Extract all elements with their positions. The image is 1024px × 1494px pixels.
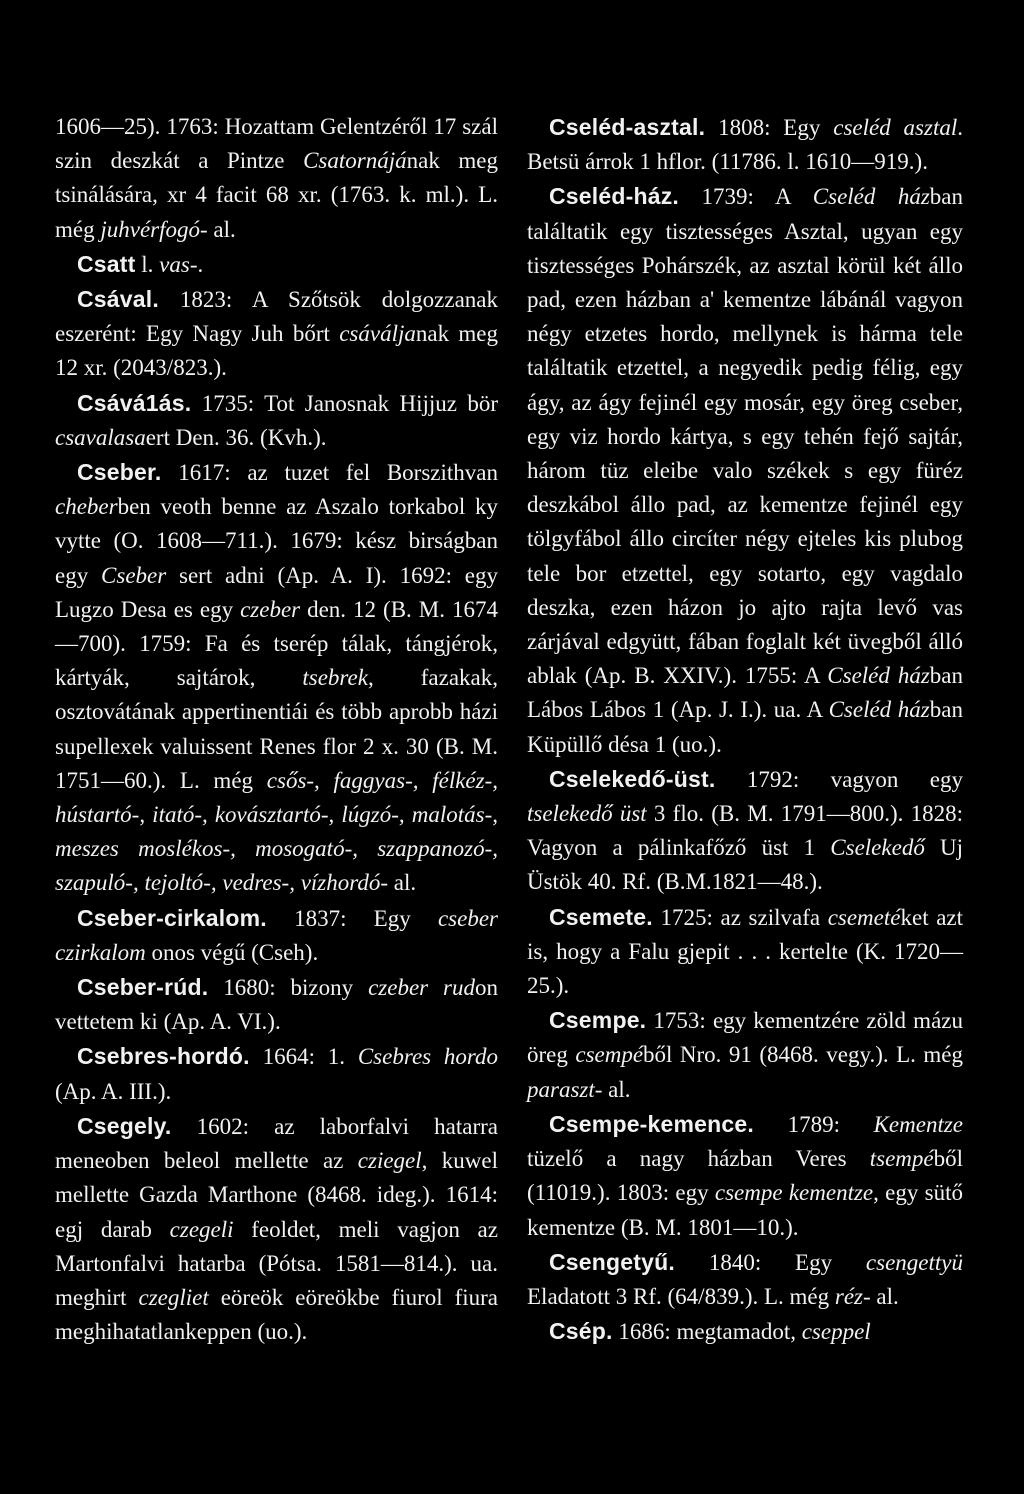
entry-continuation: 1606—25). 1763: Hozattam Gelentzéről 17 szál szin deszkát a Pintze Csatornájának meg tsinálására, xr 4 facit 68 xr. (1763. k. ml.). L. még juhvérfogó- al. (55, 114, 499, 242)
entry-csebres-hordo: Csebres-hordó. 1664: 1. Csebres hordo (Ap. A. III.). (55, 1043, 499, 1104)
entry-cseber-cirkalom: Cseber-cirkalom. 1837: Egy cseber czirkalom onos végű (Cseh). (55, 904, 498, 965)
entry-cseled-haz: Cseléd-ház. 1739: A Cseléd házban találtatik egy tisztességes Asztal, ugyan egy tisztességes Pohárszék, az asztal körül két állo pad, ezen házban a' kementze lábánál vagyon négy etzetes hordo, mellynek is hárma tele találtatik etzettel, a negyedik pedig félig, egy ágy, az ágy fejinél egy mosár, egy öreg cseber, egy viz hordo kártya, s egy tehén fejő sajtár, három tüz eleibe valo székek s egy füréz deszkábol állo pad, az kementze fejinél egy tölgyfábol állo circíter négy ejteles kis plubog tele bor etzettel, egy sotarto, egy vagdalo deszka, ezen házon jo ajto rajta levő vas zárjával edgyütt, fában foglalt két üvegből álló ablak (Ap. B. XXIV.). 1755: A Cseléd házban Lábos Lábos 1 (Ap. J. I.). ua. A Cseléd házban Küpüllő désa 1 (uo.). (527, 183, 964, 757)
entry-csaval: Csával. 1823: A Szőtsök dolgozzanak eszerént: Egy Nagy Juh bőrt csáváljanak meg 12 xr. (2043/823.). (55, 286, 499, 381)
entry-csempe: Csempe. 1753: egy kementzére zöld mázu öreg csempéből Nro. 91 (8468. vegy.). L. még paraszt- al. (527, 1007, 964, 1102)
entry-csempe-kemence: Csempe-kemence. 1789: Kementze tüzelő a nagy házban Veres tsempéből (11019.). 1803: egy csempe kementze, egy sütő kementze (B. M. 1801—10.). (527, 1110, 963, 1240)
entry-cseled-asztal: Cseléd-asztal. 1808: Egy cseléd asztal. Betsü árrok 1 hflor. (11786. l. 1610—919.). (527, 114, 963, 175)
entry-cseber: Cseber. 1617: az tuzet fel Borszithvan cheberben veoth benne az Aszalo torkabol ky vytte (O. 1608—711.). 1679: kész birságban egy Cseber sert adni (Ap. A. I). 1692: egy Lugzo Desa es egy czeber den. 12 (B. M. 1674—700). 1759: Fa és tserép tálak, tángjérok, kártyák, sajtárok, tsebrek, fazakak, osztovátának appertinentiái és több aprobb házi supellexek valuissent Renes flor 2 x. 30 (B. M. 1751—60.). L. még csős-, faggyas-, félkéz-, hústartó-, itató-, kovásztartó-, lúgzó-, malotás-, meszes moslékos-, mosogató-, szappanozó-, szapuló-, tejoltó-, vedres-, vízhordó- al. (55, 459, 498, 896)
entry-csemete: Csemete. 1725: az szilvafa csemetéket azt is, hogy a Falu gjepit . . . kertelte (K. 1720—25.). (527, 903, 964, 999)
entry-csengetyu: Csengetyű. 1840: Egy csengettyü Eladatott 3 Rf. (64/839.). L. még réz- al. (527, 1248, 963, 1309)
entry-csegely: Csegely. 1602: az laborfalvi hatarra meneoben beleol mellette az cziegel, kuwel mellette Gazda Marthone (8468. ideg.). 1614: egj darab czegeli feoldet, meli vagjon az Martonfalvi hatarba (Pótsa. 1581—814.). ua. meghirt czegliet eöreök eöreökbe fiurol fiura meghihatatlankeppen (uo.). (55, 1112, 498, 1345)
entry-csavalas: Csává1ás. 1735: Tot Janosnak Hijjuz bör csavalasaert Den. 36. (Kvh.). (55, 389, 498, 450)
entry-csatt: Csatt l. vas-. (77, 250, 204, 277)
left-column (55, 110, 498, 1349)
entry-cselekedo-ust: Cselekedő-üst. 1792: vagyon egy tselekedő üst 3 flo. (B. M. 1791—800.). 1828: Vagyon a pálinkafőző üst 1 Cselekedő Uj Üstök 40. Rf. (B.M.1821—48.). (527, 765, 963, 895)
entry-cseber-rud: Cseber-rúd. 1680: bizony czeber rudon vettetem ki (Ap. A. VI.). (55, 974, 498, 1035)
entry-csep: Csép. 1686: megtamadot, cseppel (549, 1318, 871, 1345)
right-column (527, 110, 963, 1349)
